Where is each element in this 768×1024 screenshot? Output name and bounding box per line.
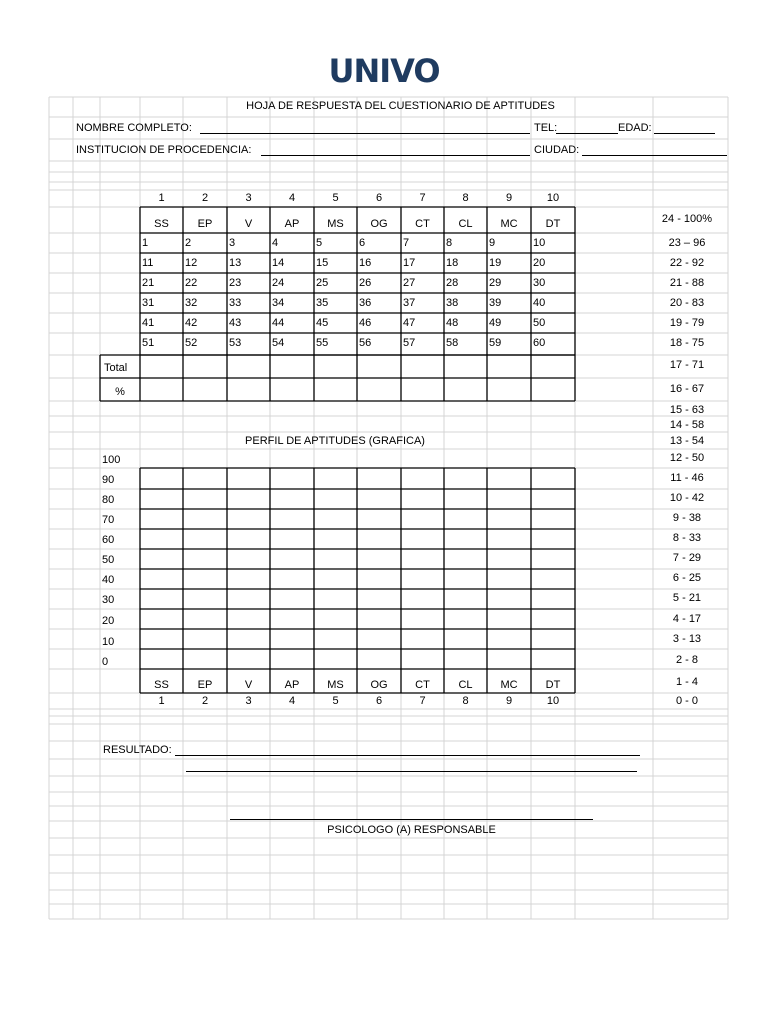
answer-item-number: 11 [142, 257, 154, 269]
scale-entry: 23 – 96 [668, 237, 706, 249]
answer-item-number: 43 [229, 317, 242, 329]
column-code: CT [415, 679, 430, 691]
profile-level-label: 50 [102, 554, 115, 566]
answer-item-number: 21 [142, 277, 155, 289]
answer-item-number: 45 [316, 317, 329, 329]
column-number: 3 [245, 192, 252, 204]
answer-item-number: 42 [185, 317, 198, 329]
answer-item-number: 37 [403, 297, 416, 309]
answer-item-number: 49 [489, 317, 502, 329]
answer-item-number: 51 [142, 337, 155, 349]
column-number: 8 [462, 192, 469, 204]
univo-logo: UNIVO [328, 52, 440, 90]
column-number: 7 [419, 695, 426, 707]
scale-entry: 13 - 54 [669, 435, 705, 447]
tel-line[interactable] [556, 133, 618, 134]
column-code: SS [154, 218, 169, 230]
answer-item-number: 19 [489, 257, 502, 269]
profile-level-label: 0 [102, 656, 109, 668]
scale-entry: 17 - 71 [669, 359, 705, 371]
column-number: 2 [201, 192, 209, 204]
answer-item-number: 24 [272, 277, 285, 289]
column-code: EP [197, 218, 213, 230]
column-number: 2 [201, 695, 209, 707]
answer-item-number: 58 [446, 337, 459, 349]
column-number: 3 [245, 695, 252, 707]
edad-line[interactable] [654, 133, 715, 134]
nombre-line[interactable] [200, 133, 530, 134]
column-code: AP [284, 679, 300, 691]
answer-item-number: 60 [533, 337, 546, 349]
answer-item-number: 41 [142, 317, 155, 329]
column-code: EP [197, 679, 213, 691]
answer-item-number: 17 [403, 257, 416, 269]
answer-item-number: 27 [403, 277, 416, 289]
column-number: 10 [546, 695, 560, 707]
sheet-title: HOJA DE RESPUESTA DEL CUESTIONARIO DE APTITUDES [246, 100, 555, 112]
column-number: 10 [546, 192, 560, 204]
answer-item-number: 15 [316, 257, 329, 269]
answer-item-number: 32 [185, 297, 198, 309]
scale-entry: 12 - 50 [669, 452, 705, 464]
resultado-line-2[interactable] [186, 771, 637, 772]
answer-item-number: 33 [229, 297, 242, 309]
answer-item-number: 7 [403, 237, 410, 249]
institucion-label: INSTITUCION DE PROCEDENCIA: [76, 144, 252, 156]
column-number: 1 [158, 192, 165, 204]
scale-entry: 21 - 88 [669, 277, 705, 289]
answer-item-number: 31 [142, 297, 155, 309]
column-code: CL [458, 679, 473, 691]
answer-item-number: 14 [272, 257, 285, 269]
column-code: DT [545, 218, 561, 230]
answer-item-number: 48 [446, 317, 459, 329]
scale-entry: 14 - 58 [669, 419, 705, 431]
scale-entry: 11 - 46 [670, 472, 704, 484]
column-code: MC [500, 679, 518, 691]
profile-level-label: 30 [102, 594, 115, 606]
answer-item-number: 44 [272, 317, 285, 329]
answer-item-number: 53 [229, 337, 242, 349]
total-label: Total [104, 362, 128, 374]
column-code: SS [154, 679, 169, 691]
edad-label: EDAD: [618, 122, 652, 134]
answer-item-number: 3 [229, 237, 236, 249]
answer-item-number: 40 [533, 297, 546, 309]
profile-level-label: 60 [102, 534, 115, 546]
answer-item-number: 23 [229, 277, 242, 289]
psicologo-label: PSICOLOGO (A) RESPONSABLE [327, 824, 496, 836]
answer-item-number: 6 [359, 237, 366, 249]
profile-level-label: 20 [102, 615, 115, 627]
answer-item-number: 13 [229, 257, 242, 269]
answer-item-number: 4 [272, 237, 279, 249]
column-code: MS [327, 679, 344, 691]
answer-item-number: 12 [185, 257, 198, 269]
scale-entry: 18 - 75 [669, 337, 705, 349]
resultado-label: RESULTADO: [103, 744, 172, 756]
answer-item-number: 35 [316, 297, 329, 309]
column-number: 6 [375, 695, 383, 707]
answer-item-number: 30 [533, 277, 546, 289]
ciudad-line[interactable] [582, 155, 727, 156]
column-number: 8 [462, 695, 469, 707]
answer-item-number: 10 [533, 237, 546, 249]
scale-entry: 19 - 79 [669, 317, 705, 329]
answer-item-number: 36 [359, 297, 372, 309]
institucion-line[interactable] [261, 155, 530, 156]
answer-item-number: 16 [359, 257, 372, 269]
scale-entry: 8 - 33 [672, 532, 702, 544]
column-number: 9 [505, 192, 513, 204]
resultado-line-1[interactable] [175, 755, 640, 756]
column-code: AP [284, 218, 300, 230]
scale-entry: 1 - 4 [675, 676, 698, 688]
answer-item-number: 39 [489, 297, 502, 309]
answer-item-number: 29 [489, 277, 502, 289]
answer-item-number: 8 [446, 237, 453, 249]
answer-item-number: 55 [316, 337, 329, 349]
column-code: MS [327, 218, 344, 230]
column-number: 5 [332, 192, 339, 204]
answer-item-number: 54 [272, 337, 285, 349]
profile-level-label: 70 [102, 514, 115, 526]
column-code: CL [458, 218, 473, 230]
scale-entry: 3 - 13 [672, 633, 702, 645]
scale-entry: 0 - 0 [675, 695, 698, 707]
column-number: 1 [158, 695, 165, 707]
answer-item-number: 9 [489, 237, 496, 249]
column-number: 5 [332, 695, 339, 707]
answer-item-number: 59 [489, 337, 502, 349]
scale-entry: 7 - 29 [672, 552, 702, 564]
answer-item-number: 52 [185, 337, 198, 349]
answer-item-number: 25 [316, 277, 329, 289]
scale-entry: 6 - 25 [672, 572, 702, 584]
scale-entry: 9 - 38 [672, 512, 702, 524]
column-code: CT [415, 218, 430, 230]
column-code: OG [370, 218, 388, 230]
profile-level-label: 100 [102, 454, 121, 466]
scale-entry: 15 - 63 [669, 404, 705, 416]
nombre-label: NOMBRE COMPLETO: [76, 122, 192, 134]
answer-item-number: 22 [185, 277, 198, 289]
column-number: 9 [505, 695, 513, 707]
scale-entry: 10 - 42 [669, 492, 705, 504]
answer-item-number: 26 [359, 277, 372, 289]
answer-item-number: 46 [359, 317, 372, 329]
answer-item-number: 56 [359, 337, 372, 349]
scale-entry: 22 - 92 [669, 257, 705, 269]
profile-level-label: 80 [102, 494, 115, 506]
column-code: DT [545, 679, 561, 691]
scale-entry: 20 - 83 [669, 297, 705, 309]
answer-item-number: 5 [316, 237, 323, 249]
answer-item-number: 34 [272, 297, 285, 309]
profile-level-label: 40 [102, 574, 115, 586]
tel-label: TEL: [534, 122, 558, 134]
scale-entry: 4 - 17 [672, 613, 702, 625]
column-code: V [244, 218, 253, 230]
answer-item-number: 47 [403, 317, 416, 329]
profile-title: PERFIL DE APTITUDES (GRAFICA) [245, 435, 425, 447]
answer-item-number: 2 [185, 237, 192, 249]
scale-entry: 24 - 100% [661, 213, 713, 225]
answer-item-number: 28 [446, 277, 459, 289]
signature-line[interactable] [230, 819, 593, 820]
profile-level-label: 10 [102, 636, 115, 648]
column-code: MC [500, 218, 518, 230]
answer-item-number: 1 [142, 237, 149, 249]
scale-entry: 5 - 21 [672, 592, 702, 604]
column-number: 4 [288, 192, 296, 204]
answer-item-number: 50 [533, 317, 546, 329]
answer-item-number: 38 [446, 297, 459, 309]
percent-label: % [115, 386, 125, 398]
scale-entry: 16 - 67 [669, 383, 705, 395]
column-code: V [244, 679, 253, 691]
answer-item-number: 18 [446, 257, 459, 269]
scale-entry: 2 - 8 [675, 654, 698, 666]
answer-item-number: 20 [533, 257, 546, 269]
answer-item-number: 57 [403, 337, 416, 349]
profile-level-label: 90 [102, 474, 115, 486]
column-number: 6 [375, 192, 383, 204]
column-number: 4 [288, 695, 296, 707]
column-code: OG [370, 679, 388, 691]
ciudad-label: CIUDAD: [534, 144, 580, 156]
column-number: 7 [419, 192, 426, 204]
